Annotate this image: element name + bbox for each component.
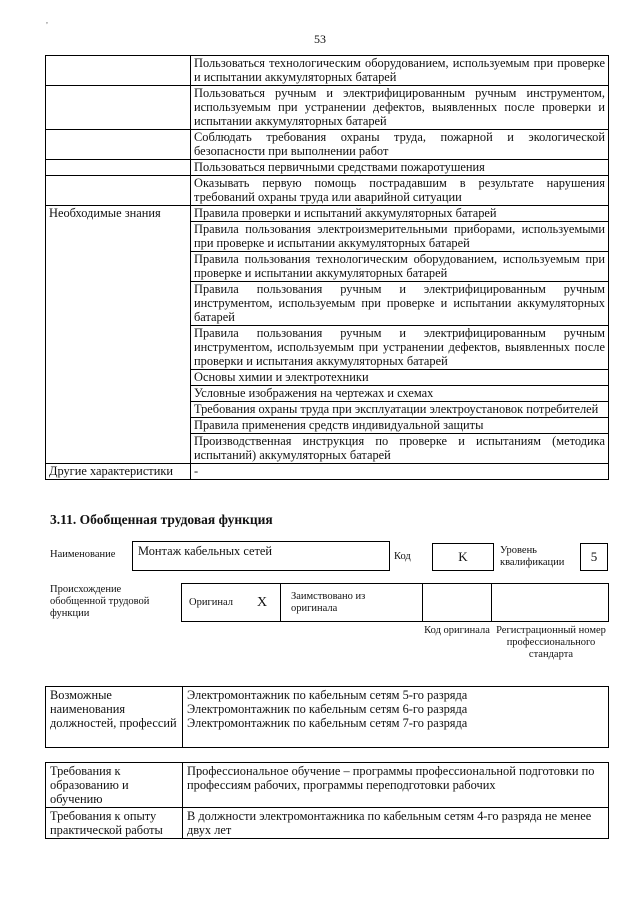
other-characteristics-label: Другие характеристики — [46, 464, 191, 480]
positions-table — [45, 686, 609, 748]
knowledge-item: Правила пользования ручным и электрифицированным ручным инструментом, используемым при устранении дефектов, выявленных после проверки и испытания аккумуляторных батарей — [191, 326, 609, 370]
code-label: Код — [394, 551, 411, 562]
knowledge-label: Необходимые знания — [46, 206, 191, 464]
position-item: Электромонтажник по кабельным сетям 5-го разряда — [187, 688, 468, 702]
registration-number-caption: Регистрационный номер профессионального стандарта — [496, 625, 606, 660]
table-row — [46, 464, 609, 480]
original-label: Оригинал — [189, 597, 233, 608]
experience-label: Требования к опыту практической работы — [46, 808, 183, 839]
skills-knowledge-table — [45, 55, 609, 480]
education-label: Требования к образованию и обучению — [46, 763, 183, 808]
position-item: Электромонтажник по кабельным сетям 6-го разряда — [187, 702, 468, 716]
knowledge-item: Основы химии и электротехники — [191, 370, 609, 386]
knowledge-item: Правила пользования ручным и электрифицированным ручным инструментом, используемым при проверке и испытании аккумуляторных батарей — [191, 282, 609, 326]
knowledge-item: Правила проверки и испытаний аккумуляторных батарей — [191, 206, 609, 222]
original-cell — [181, 583, 281, 622]
positions-label: Возможные наименования должностей, профессий — [46, 687, 183, 748]
knowledge-item: Правила пользования электроизмерительными приборами, используемыми при проверке и испытании аккумуляторных батарей — [191, 222, 609, 252]
registration-number-cell — [491, 583, 609, 622]
borrowed-label: Заимствовано из оригинала — [291, 591, 366, 614]
level-label: Уровень квалификации — [500, 545, 565, 568]
positions-list — [183, 687, 609, 748]
table-row — [46, 687, 609, 748]
education-value: Профессиональное обучение – программы профессиональной подготовки по профессиям рабочих, программы переподготовки рабочих — [183, 763, 609, 808]
table-row — [46, 130, 609, 160]
knowledge-item: Производственная инструкция по проверке и испытаниям (методика испытаний) аккумуляторных батарей — [191, 434, 609, 464]
code-box — [432, 543, 494, 571]
requirements-table — [45, 762, 609, 839]
table-row — [46, 808, 609, 839]
table-row — [46, 206, 609, 222]
knowledge-item: Правила пользования технологическим оборудованием, используемым при проверке и испытании аккумуляторных батарей — [191, 252, 609, 282]
table-cell-label — [46, 130, 191, 160]
original-code-cell — [422, 583, 492, 622]
table-cell-label — [46, 86, 191, 130]
skill-item: Пользоваться технологическим оборудованием, используемым при проверке и испытании аккумуляторных батарей — [191, 56, 609, 86]
skill-item: Пользоваться первичными средствами пожаротушения — [191, 160, 609, 176]
experience-value: В должности электромонтажника по кабельным сетям 4-го разряда не менее двух лет — [183, 808, 609, 839]
section-title: 3.11. Обобщенная трудовая функция — [50, 512, 273, 527]
function-name: Монтаж кабельных сетей — [138, 544, 273, 558]
table-row — [46, 86, 609, 130]
original-mark: X — [257, 595, 268, 610]
table-row — [46, 160, 609, 176]
table-cell-label — [46, 160, 191, 176]
function-name-box — [132, 541, 390, 571]
table-row — [46, 763, 609, 808]
name-label: Наименование — [50, 549, 116, 560]
code-value: K — [458, 549, 468, 564]
table-row — [46, 56, 609, 86]
knowledge-item: Условные изображения на чертежах и схемах — [191, 386, 609, 402]
page-number: 53 — [314, 32, 326, 46]
scan-mark: , — [46, 16, 48, 25]
skill-item: Соблюдать требования охраны труда, пожарной и экологической безопасности при выполнении работ — [191, 130, 609, 160]
table-cell-label — [46, 176, 191, 206]
level-value: 5 — [590, 549, 598, 564]
table-cell-label — [46, 56, 191, 86]
origin-label: Происхождение обобщенной трудовой функции — [50, 584, 150, 619]
skill-item: Оказывать первую помощь пострадавшим в результате нарушения требований охраны труда или аварийной ситуации — [191, 176, 609, 206]
knowledge-item: Требования охраны труда при эксплуатации электроустановок потребителей — [191, 402, 609, 418]
borrowed-cell — [280, 583, 423, 622]
knowledge-item: Правила применения средств индивидуальной защиты — [191, 418, 609, 434]
table-row — [46, 176, 609, 206]
original-code-caption: Код оригинала — [424, 625, 490, 636]
position-item: Электромонтажник по кабельным сетям 7-го разряда — [187, 716, 468, 730]
skill-item: Пользоваться ручным и электрифицированным ручным инструментом, используемым при устранении дефектов, выявленных после проверки и испытании аккумуляторных батарей — [191, 86, 609, 130]
other-characteristics-value: - — [191, 464, 609, 480]
level-box — [580, 543, 608, 571]
